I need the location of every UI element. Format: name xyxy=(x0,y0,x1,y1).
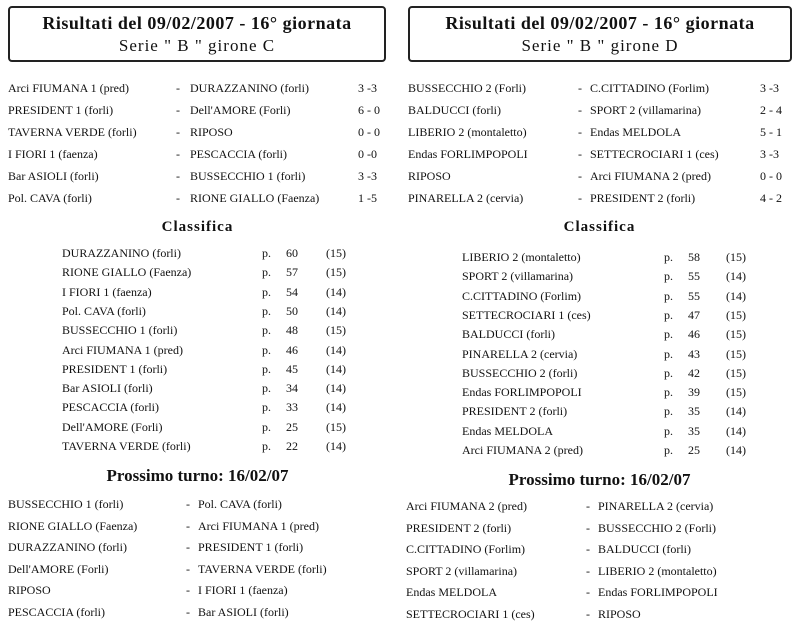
games-played: (14) xyxy=(726,443,746,457)
points: 39 xyxy=(688,385,700,400)
points: 22 xyxy=(286,439,298,453)
separator: - xyxy=(176,103,180,117)
standings-row xyxy=(0,437,395,456)
home-team: RIPOSO xyxy=(8,583,51,597)
result-row xyxy=(402,100,797,120)
team-name: SETTECROCIARI 1 (ces) xyxy=(462,307,591,322)
home-team: Endas FORLIMPOPOLI xyxy=(408,147,528,161)
team-name: SPORT 2 (villamarina) xyxy=(462,269,574,284)
team-name: RIONE GIALLO (Faenza) xyxy=(62,265,192,280)
points-prefix: p. xyxy=(664,327,673,342)
points-prefix: p. xyxy=(262,419,271,434)
games-played: (15) xyxy=(326,323,346,338)
team-name: PINARELLA 2 (cervia) xyxy=(462,346,578,361)
home-team: RIPOSO xyxy=(408,169,451,183)
result-row xyxy=(0,78,395,98)
score: 4 - 2 xyxy=(760,191,782,205)
team-name: PRESIDENT 2 (forli) xyxy=(462,404,568,419)
away-team: Dell'AMORE (Forli) xyxy=(190,103,291,117)
separator: - xyxy=(186,561,190,576)
standings-title: Classifica xyxy=(161,219,234,235)
next-match-row xyxy=(402,496,797,516)
result-row xyxy=(0,188,395,208)
away-team: BALDUCCI (forli) xyxy=(598,542,691,556)
separator: - xyxy=(578,147,582,161)
separator: - xyxy=(186,497,190,511)
points: 58 xyxy=(688,250,700,264)
team-name: Arci FIUMANA 1 (pred) xyxy=(62,342,183,357)
standings-row xyxy=(0,379,395,398)
result-row xyxy=(0,166,395,186)
separator: - xyxy=(186,540,190,554)
points: 34 xyxy=(286,381,298,396)
points-prefix: p. xyxy=(262,265,271,280)
separator: - xyxy=(176,191,180,205)
team-name: TAVERNA VERDE (forli) xyxy=(62,439,191,453)
games-played: (15) xyxy=(726,250,746,264)
team-name: Arci FIUMANA 2 (pred) xyxy=(462,443,583,457)
games-played: (15) xyxy=(726,327,746,342)
standings-row xyxy=(402,325,797,344)
result-row xyxy=(402,144,797,164)
points: 43 xyxy=(688,346,700,361)
away-team: PINARELLA 2 (cervia) xyxy=(598,499,714,513)
home-team: C.CITTADINO (Forlim) xyxy=(406,542,526,556)
separator: - xyxy=(186,583,190,597)
next-match-row xyxy=(0,494,395,514)
points-prefix: p. xyxy=(262,323,271,338)
score: 0 - 0 xyxy=(358,125,380,139)
away-team: RIPOSO xyxy=(190,125,233,139)
home-team: BALDUCCI (forli) xyxy=(408,103,501,117)
team-name: DURAZZANINO (forli) xyxy=(62,246,181,260)
points-prefix: p. xyxy=(262,361,271,376)
games-played: (15) xyxy=(726,365,746,380)
points-prefix: p. xyxy=(664,404,673,419)
next-match-row xyxy=(0,602,395,622)
separator: - xyxy=(578,191,582,205)
points: 25 xyxy=(688,443,700,457)
games-played: (14) xyxy=(726,404,746,419)
separator: - xyxy=(578,169,582,183)
games-played: (15) xyxy=(326,265,346,280)
score: 3 -3 xyxy=(358,81,377,95)
result-row xyxy=(402,166,797,186)
result-row xyxy=(402,78,797,98)
points-prefix: p. xyxy=(664,288,673,303)
away-team: C.CITTADINO (Forlim) xyxy=(590,81,710,95)
team-name: PESCACCIA (forli) xyxy=(62,400,160,415)
home-team: Arci FIUMANA 1 (pred) xyxy=(8,81,129,95)
standings-row xyxy=(402,402,797,421)
standings-row xyxy=(402,383,797,402)
standings-row xyxy=(0,418,395,437)
away-team: DURAZZANINO (forli) xyxy=(190,81,309,95)
score: 3 -3 xyxy=(358,169,377,183)
points: 46 xyxy=(688,327,700,342)
separator: - xyxy=(176,125,180,139)
separator: - xyxy=(186,604,190,619)
score: 5 - 1 xyxy=(760,125,782,139)
games-played: (15) xyxy=(726,307,746,322)
next-match-row xyxy=(402,582,797,602)
games-played: (15) xyxy=(726,346,746,361)
team-name: C.CITTADINO (Forlim) xyxy=(462,288,582,303)
next-match-row xyxy=(0,516,395,536)
away-team: Endas FORLIMPOPOLI xyxy=(598,585,718,599)
points-prefix: p. xyxy=(262,381,271,396)
team-name: BALDUCCI (forli) xyxy=(462,327,555,342)
away-team: SPORT 2 (villamarina) xyxy=(590,103,702,117)
points: 55 xyxy=(688,269,700,284)
points: 35 xyxy=(688,404,700,419)
score: 6 - 0 xyxy=(358,103,380,117)
standings-row xyxy=(402,364,797,383)
standings-row xyxy=(402,345,797,364)
points-prefix: p. xyxy=(664,443,673,457)
next-match-row xyxy=(402,604,797,624)
next-match-row xyxy=(0,580,395,600)
away-team: BUSSECCHIO 2 (Forli) xyxy=(598,520,717,535)
header-subtitle: Serie " B " girone D xyxy=(521,36,679,55)
away-team: Arci FIUMANA 1 (pred) xyxy=(198,518,319,533)
points: 46 xyxy=(286,342,298,357)
header-box xyxy=(8,6,386,62)
header-title: Risultati del 09/02/2007 - 16° giornata xyxy=(445,13,755,33)
team-name: Endas FORLIMPOPOLI xyxy=(462,385,582,400)
points: 57 xyxy=(286,265,298,280)
standings-row xyxy=(402,248,797,267)
home-team: Endas MELDOLA xyxy=(406,585,497,599)
points: 50 xyxy=(286,303,298,318)
separator: - xyxy=(578,103,582,117)
games-played: (14) xyxy=(726,288,746,303)
standings-row xyxy=(0,398,395,417)
away-team: SETTECROCIARI 1 (ces) xyxy=(590,147,719,161)
away-team: BUSSECCHIO 1 (forli) xyxy=(190,169,306,183)
games-played: (15) xyxy=(326,246,346,260)
team-name: PRESIDENT 1 (forli) xyxy=(62,361,168,376)
team-name: Dell'AMORE (Forli) xyxy=(62,419,163,434)
points: 48 xyxy=(286,323,298,338)
home-team: LIBERIO 2 (montaletto) xyxy=(408,125,527,139)
games-played: (14) xyxy=(326,439,346,453)
header-subtitle: Serie " B " girone C xyxy=(118,36,276,55)
score: 0 -0 xyxy=(358,147,377,161)
games-played: (14) xyxy=(326,284,346,299)
games-played: (14) xyxy=(726,423,746,438)
points: 45 xyxy=(286,361,298,376)
points: 33 xyxy=(286,400,298,415)
girone-d-column xyxy=(402,0,797,626)
points-prefix: p. xyxy=(664,346,673,361)
separator: - xyxy=(578,125,582,139)
standings-row xyxy=(0,341,395,360)
standings-row xyxy=(402,287,797,306)
result-row xyxy=(0,144,395,164)
points-prefix: p. xyxy=(262,303,271,318)
separator: - xyxy=(586,542,590,556)
result-row xyxy=(0,122,395,142)
score: 2 - 4 xyxy=(760,103,782,117)
result-row xyxy=(0,100,395,120)
games-played: (14) xyxy=(326,361,346,376)
score: 3 -3 xyxy=(760,147,779,161)
home-team: PINARELLA 2 (cervia) xyxy=(408,191,524,205)
home-team: Arci FIUMANA 2 (pred) xyxy=(406,499,527,513)
points-prefix: p. xyxy=(262,400,271,415)
separator: - xyxy=(578,81,582,95)
home-team: BUSSECCHIO 1 (forli) xyxy=(8,497,124,511)
separator: - xyxy=(586,585,590,599)
standings-row xyxy=(402,306,797,325)
next-match-row xyxy=(0,537,395,557)
points-prefix: p. xyxy=(664,423,673,438)
header-box xyxy=(408,6,792,62)
standings-row xyxy=(0,321,395,340)
games-played: (14) xyxy=(726,269,746,284)
home-team: PRESIDENT 1 (forli) xyxy=(8,103,114,117)
points: 42 xyxy=(688,365,700,380)
standings-title: Classifica xyxy=(563,219,636,235)
points-prefix: p. xyxy=(664,269,673,284)
separator: - xyxy=(176,169,180,183)
points: 25 xyxy=(286,419,298,434)
home-team: RIONE GIALLO (Faenza) xyxy=(8,518,138,533)
team-name: BUSSECCHIO 1 (forli) xyxy=(62,323,178,338)
home-team: I FIORI 1 (faenza) xyxy=(8,147,98,161)
separator: - xyxy=(586,606,590,621)
next-match-row xyxy=(402,539,797,559)
home-team: BUSSECCHIO 2 (Forli) xyxy=(408,81,527,95)
points: 60 xyxy=(286,246,298,260)
separator: - xyxy=(176,81,180,95)
team-name: LIBERIO 2 (montaletto) xyxy=(462,250,581,264)
separator: - xyxy=(586,563,590,578)
standings-row xyxy=(402,422,797,441)
next-match-row xyxy=(402,561,797,581)
standings-row xyxy=(402,441,797,460)
team-name: Endas MELDOLA xyxy=(462,423,553,438)
standings-row xyxy=(0,302,395,321)
standings-row xyxy=(0,283,395,302)
result-row xyxy=(402,188,797,208)
separator: - xyxy=(586,520,590,535)
points: 55 xyxy=(688,288,700,303)
separator: - xyxy=(176,147,180,161)
points-prefix: p. xyxy=(664,365,673,380)
points-prefix: p. xyxy=(262,246,271,260)
standings-row xyxy=(0,244,395,263)
points: 47 xyxy=(688,307,700,322)
games-played: (15) xyxy=(326,419,346,434)
home-team: PRESIDENT 2 (forli) xyxy=(406,520,512,535)
games-played: (14) xyxy=(326,400,346,415)
home-team: Dell'AMORE (Forli) xyxy=(8,561,109,576)
away-team: PESCACCIA (forli) xyxy=(190,147,288,161)
score: 3 -3 xyxy=(760,81,779,95)
away-team: Pol. CAVA (forli) xyxy=(198,497,282,511)
points-prefix: p. xyxy=(262,439,271,453)
games-played: (14) xyxy=(326,342,346,357)
team-name: Bar ASIOLI (forli) xyxy=(62,381,153,396)
home-team: PESCACCIA (forli) xyxy=(8,604,106,619)
standings-row xyxy=(0,360,395,379)
home-team: TAVERNA VERDE (forli) xyxy=(8,125,137,139)
header-title: Risultati del 09/02/2007 - 16° giornata xyxy=(42,13,352,33)
points-prefix: p. xyxy=(262,342,271,357)
away-team: TAVERNA VERDE (forli) xyxy=(198,561,327,576)
away-team: Bar ASIOLI (forli) xyxy=(198,604,289,619)
home-team: DURAZZANINO (forli) xyxy=(8,540,127,554)
team-name: I FIORI 1 (faenza) xyxy=(62,284,152,299)
away-team: RIONE GIALLO (Faenza) xyxy=(190,191,320,205)
next-match-row xyxy=(402,518,797,538)
games-played: (14) xyxy=(326,303,346,318)
away-team: PRESIDENT 2 (forli) xyxy=(590,191,696,205)
girone-c-column xyxy=(0,0,395,626)
games-played: (15) xyxy=(726,385,746,400)
away-team: LIBERIO 2 (montaletto) xyxy=(598,563,717,578)
team-name: BUSSECCHIO 2 (forli) xyxy=(462,365,578,380)
away-team: PRESIDENT 1 (forli) xyxy=(198,540,304,554)
score: 1 -5 xyxy=(358,191,377,205)
points: 54 xyxy=(286,284,298,299)
standings-row xyxy=(0,263,395,282)
separator: - xyxy=(186,518,190,533)
away-team: I FIORI 1 (faenza) xyxy=(198,583,288,597)
home-team: Pol. CAVA (forli) xyxy=(8,191,92,205)
home-team: SPORT 2 (villamarina) xyxy=(406,563,518,578)
standings-row xyxy=(402,267,797,286)
away-team: Endas MELDOLA xyxy=(590,125,681,139)
score: 0 - 0 xyxy=(760,169,782,183)
points-prefix: p. xyxy=(262,284,271,299)
points-prefix: p. xyxy=(664,307,673,322)
away-team: Arci FIUMANA 2 (pred) xyxy=(590,169,711,183)
result-row xyxy=(402,122,797,142)
next-round-title: Prossimo turno: 16/02/07 xyxy=(508,470,691,489)
points: 35 xyxy=(688,423,700,438)
points-prefix: p. xyxy=(664,250,673,264)
points-prefix: p. xyxy=(664,385,673,400)
games-played: (14) xyxy=(326,381,346,396)
team-name: Pol. CAVA (forli) xyxy=(62,303,146,318)
home-team: Bar ASIOLI (forli) xyxy=(8,169,99,183)
separator: - xyxy=(586,499,590,513)
away-team: RIPOSO xyxy=(598,606,641,621)
next-round-title: Prossimo turno: 16/02/07 xyxy=(106,466,289,485)
next-match-row xyxy=(0,559,395,579)
home-team: SETTECROCIARI 1 (ces) xyxy=(406,606,535,621)
